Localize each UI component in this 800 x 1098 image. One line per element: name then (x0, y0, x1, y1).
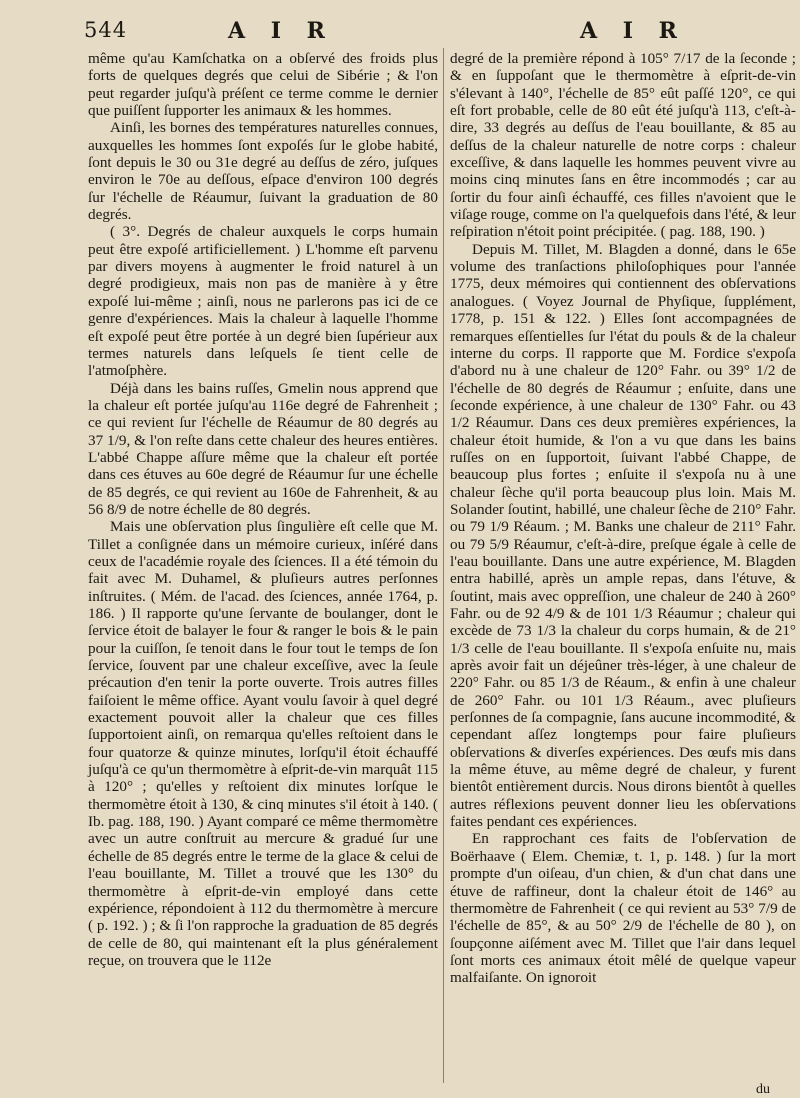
right-column (450, 50, 796, 987)
left-column (88, 50, 438, 969)
column-divider (443, 48, 444, 1083)
paragraph: Ainſi, les bornes des températures naturelles connues, auxquelles les hommes ſont expoſés ſur le globe habité, ſont depuis le 30 ou 31e degré au deſſus de zéro, juſques environ le 70e au deſſous, eſpace d'environ 100 degrés ſur l'échelle de Réaumur, ſuivant la graduation de 80 degrés. (88, 119, 438, 224)
running-title-right: A I R (580, 18, 686, 44)
paragraph: Mais une obſervation plus ſingulière eſt celle que M. Tillet a conſignée dans un mémoire curieux, inſéré dans ceux de l'académie royale des ſciences. Il a été témoin du fait avec M. Duhamel, & pluſieurs autres perſonnes inſtruites. ( Mém. de l'acad. des ſciences, année 1764, p. 186. ) Il rapporte qu'une ſervante de boulanger, dont le ſervice étoit de balayer le four & ranger le bois & le pain pour la cuiſſon, ſe tenoit dans le four tout le temps de ſon ſervice, ſouvent par une chaleur exceſſive, avec la ſeule précaution d'en tenir la porte ouverte. Trois autres filles faiſoient le même office. Ayant voulu ſavoir à quel degré exactement pouvoit aller la chaleur que ces filles ſupportoient ainſi, on remarqua qu'elles reſtoient dans le four quatorze & quinze minutes, lorſqu'il étoit échauffé juſqu'à ce qu'un thermomètre à eſprit-de-vin marquât 115 à 120° ; qu'elles y reſtoient dix minutes lorſque le thermomètre étoit à 130, & cinq minutes s'il étoit à 140. ( Ib. pag. 188, 190. ) Ayant comparé ce même thermomètre avec un autre conſtruit au mercure & gradué ſur une échelle de 85 degrés entre le terme de la glace & celui de l'eau bouillante, M. Tillet a trouvé que les 130° du thermomètre à eſprit-de-vin employé dans cette expérience, répondoient à 112 du thermomètre à mercure ( p. 192. ) ; & ſi l'on rapproche la graduation de 85 degrés de celle de 80, qui maintenant eſt la plus généralement reçue, on trouvera que le 112e (88, 518, 438, 969)
catchword: du (756, 1082, 770, 1097)
running-header (0, 18, 800, 48)
paragraph: Déjà dans les bains ruſſes, Gmelin nous apprend que la chaleur eſt portée juſqu'au 116e degré de Fahrenheit ; ce qui revient ſur l'échelle de Réaumur de 80 degrés au 37 1/9, & l'on reſte dans cette chaleur des heures entières. L'abbé Chappe aſſure même que la chaleur eſt portée dans ces étuves au 60e degré de Réaumur ſur une échelle de 85 degrés, ce qui revient au 160e de Fahrenheit, & au 56 8/9 de notre échelle de 80 degrés. (88, 379, 438, 518)
paragraph: Depuis M. Tillet, M. Blagden a donné, dans le 65e volume des tranſactions philoſophiques pour l'année 1775, deux mémoires qui contiennent des obſervations analogues. ( Voyez Journal de Phyſique, ſupplément, 1778, p. 151 & 122. ) Elles ſont accompagnées de remarques eſſentielles ſur l'état du pouls & de la chaleur interne du corps. Il rapporte que M. Fordice s'expoſa d'abord nu à une chaleur de 120° Fahr. ou 39° 1/2 de l'échelle de 80 degrés de Réaumur ; enſuite, dans une ſeconde expérience, à une chaleur de 130° Fahr. ou 43 1/2 Réaumur. Dans ces deux premières expériences, la chaleur étoit humide, & l'on a vu que dans les bains ruſſes on en ſupportoit, ſuivant l'abbé Chappe, de beaucoup plus fortes ; enſuite il s'expoſa nu à une chaleur ſèche qu'il porta beaucoup plus loin. Mais M. Solander ſoutint, habillé, une chaleur ſèche de 210° Fahr. ou 79 1/9 Réaum. ; M. Banks une chaleur de 211° Fahr. ou 79 5/9 Réaumur, c'eſt-à-dire, preſque égale à celle de l'eau bouillante. Dans une autre expérience, M. Blagden entra habillé, après un ample repas, dans l'étuve, & ſoutint, mais avec oppreſſion, une chaleur de 240 à 260° Fahr. ou de 92 4/9 & de 101 1/3 Réaumur ; chaleur qui excède de 73 1/3 la chaleur du corps humain, & de 21° 1/3 celle de l'eau bouillante. Il s'expoſa enſuite nu, mais après avoir fait un déjeûner très-léger, à une chaleur de 220° Fahr. ou 85 1/3 de Réaum., & enfin à une chaleur de 260° Fahr. ou 101 1/3 Réaum., avec pluſieurs perſonnes de ſa compagnie, ſans aucune incommodité, & cependant aſſez longtemps pour faire pluſieurs obſervations & diverſes expériences. Des œufs mis dans la même étuve, au même degré de chaleur, y furent bientôt entièrement durcis. Nous dirons bientôt à quelles autres réflexions peuvent donner lieu les obſervations faites pendant ces expériences. (450, 240, 796, 831)
paragraph: degré de la première répond à 105° 7/17 de la ſeconde ; & en ſuppoſant que le thermomètre à eſprit-de-vin s'élevant à 140°, l'échelle de 85° eût paſſé 120°, ce qui eſt fort probable, celle de 80 eût été juſqu'à 113, c'eſt-à-dire, 33 degrés au deſſus de l'eau bouillante, & 85 au deſſus de la chaleur naturelle de notre corps : chaleur exceſſive, & dans laquelle les hommes peuvent vivre au moins cinq minutes ſans en être incommodés ; car au ſortir du four ainſi échauffé, ces filles n'avoient que le viſage rouge, comme on l'a quelquefois dans l'été, & leur reſpiration n'étoit point précipitée. ( pag. 188, 190. ) (450, 50, 796, 241)
page-number: 544 (84, 18, 128, 42)
paragraph: En rapprochant ces faits de l'obſervation de Boërhaave ( Elem. Chemiæ, t. 1, p. 148. ) ſur la mort prompte d'un oiſeau, d'un chien, & d'un chat dans une étuve de raffineur, dont la chaleur étoit de 146° au thermomètre de Fahrenheit ( ce qui revient au 53° 7/9 de l'échelle de 85°, & au 50° 2/9 de l'échelle de 80 ), on ſoupçonne aiſément avec M. Tillet que l'air dans lequel ſont morts ces animaux étoit mêlé de quelque vapeur malfaiſante. On ignoroit (450, 830, 796, 987)
paragraph: ( 3°. Degrés de chaleur auxquels le corps humain peut être expoſé artificiellement. ) L'homme eſt parvenu par divers moyens à augmenter le froid naturel à un degré prodigieux, mais non pas de manière à y être expoſé lui-même ; ainſi, nous ne parlerons pas ici de ce genre d'expériences. Mais la chaleur à laquelle l'homme eſt expoſé peut être portée à un degré bien ſupérieur aux termes naturels dans leſquels ſe tient celle de l'atmoſphère. (88, 223, 438, 380)
running-title-left: A I R (228, 18, 334, 44)
paragraph: même qu'au Kamſchatka on a obſervé des froids plus forts de quelques degrés que celui de Sibérie ; & l'on peut regarder juſqu'à préſent ce terme comme le dernier que puiſſent ſupporter les animaux & les hommes. (88, 50, 438, 120)
